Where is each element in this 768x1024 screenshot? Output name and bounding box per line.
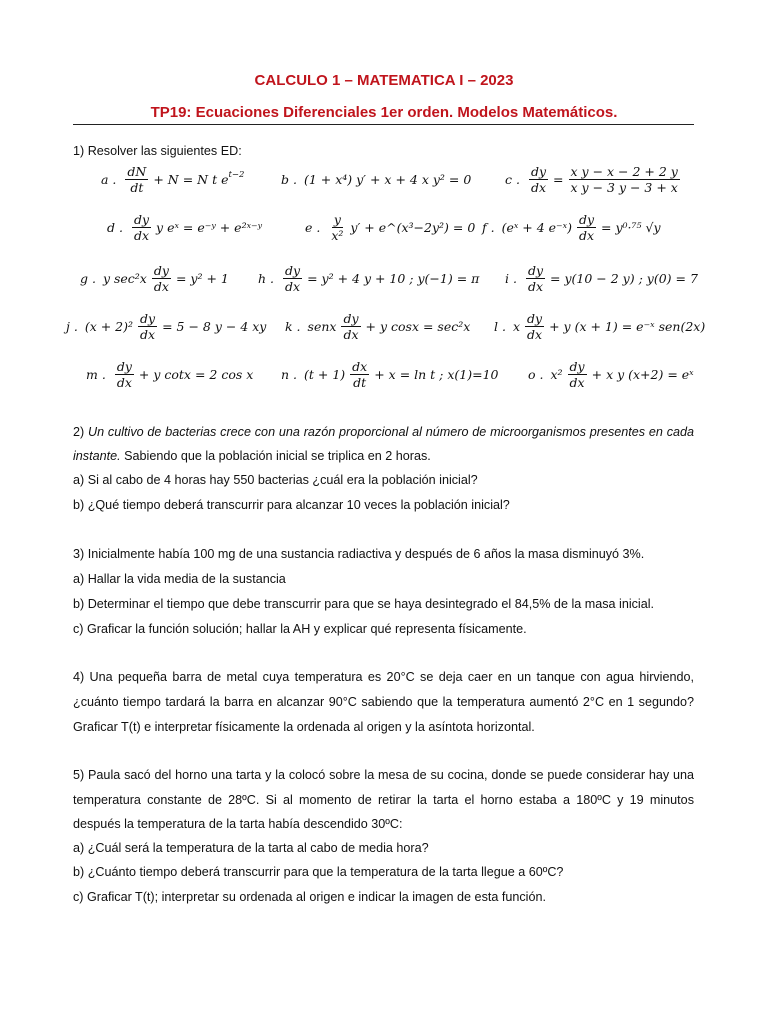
equation-c: c . $\frac{dy}{dx}$ = $\frac{\text{x y − x − 2 + 2 y}}{\text{x y − 3 y − 3 + x}}$ xyxy=(505,164,678,196)
equation-h: h . $\frac{dy}{dx}$ = y² + 4 y + 10 ; y(−1) = π xyxy=(258,263,480,295)
equation-g: g . y sec²x $\frac{dy}{dx}$ = y² + 1 xyxy=(80,263,229,295)
q4-line-3: Graficar T(t) e interpretar físicamente la ordenada al origen y la asíntota horizontal. xyxy=(73,720,535,734)
q2-line-2: instante. Sabiendo que la población inicial se triplica en 2 horas. xyxy=(73,449,431,463)
equation-b: b . (1 + x⁴) y′ + x + 4 x y² = 0 xyxy=(281,172,472,187)
q3-item-c: c) Graficar la función solución; hallar la AH y explicar qué representa físicamente. xyxy=(73,622,527,636)
equation-o: o . x² $\frac{dy}{dx}$ + x y (x+2) = eˣ xyxy=(528,359,694,391)
equation-j: j . (x + 2)² $\frac{dy}{dx}$ = 5 − 8 y − 4 xy xyxy=(66,311,267,343)
q5-line-3: después la temperatura de la tarta había descendido 30ºC: xyxy=(73,817,403,831)
equation-e: e . $\frac{y}{\text{x²}}$ y′ + e^(x³−2y²) = 0 xyxy=(305,212,476,244)
q5-line-2: temperatura constante de 28ºC. Si al momento de retirar la tarta el horno estaba a 180ºC y 19 minutos xyxy=(73,793,694,807)
q3-intro: 3) Inicialmente había 100 mg de una sustancia radiactiva y después de 6 años la masa disminuyó 3%. xyxy=(73,547,645,561)
equation-m: m . $\frac{dy}{dx}$ + y cotx = 2 cos x xyxy=(86,359,254,391)
q2-item-a: a) Si al cabo de 4 horas hay 550 bacterias ¿cuál era la población inicial? xyxy=(73,473,478,487)
equation-i: i . $\frac{dy}{dx}$ = y(10 − 2 y) ; y(0) = 7 xyxy=(505,263,698,295)
q5-item-b: b) ¿Cuánto tiempo deberá transcurrir para que la temperatura de la tarta llegue a 60ºC? xyxy=(73,865,564,879)
q4-line-1: 4) Una pequeña barra de metal cuya temperatura es 20°C se deja caer en un tanque con agua hirviendo, xyxy=(73,670,694,684)
page-title: CALCULO 1 – MATEMATICA I – 2023 xyxy=(254,72,514,89)
equation-n: n . (t + 1) $\frac{dx}{dt}$ + x = ln t ; x(1)=10 xyxy=(281,359,499,391)
q1-intro: 1) Resolver las siguientes ED: xyxy=(73,144,242,158)
q3-item-b: b) Determinar el tiempo que debe transcurrir para que se haya desintegrado el 84,5% de la masa inicial. xyxy=(73,597,655,611)
q2-line-1: 2) Un cultivo de bacterias crece con una razón proporcional al número de microorganismos presentes en cada xyxy=(73,425,695,439)
q4-line-2: ¿cuánto tiempo tardará la barra en alcanzar 90°C sabiendo que la temperatura aumentó 2°C en 1 segundo? xyxy=(73,695,694,709)
q5-line-1: 5) Paula sacó del horno una tarta y la colocó sobre la mesa de su cocina, donde se puede considerar hay una xyxy=(73,768,694,782)
page-subtitle: TP19: Ecuaciones Diferenciales 1er orden. Modelos Matemáticos. xyxy=(150,104,618,121)
equation-k: k . senx $\frac{dy}{dx}$ + y cosx = sec²x xyxy=(285,311,471,343)
header-divider xyxy=(73,124,694,125)
q5-item-c: c) Graficar T(t); interpretar su ordenada al origen e indicar la imagen de esta función. xyxy=(73,890,546,904)
equation-f: f . (eˣ + 4 e⁻ˣ) $\frac{dy}{dx}$ = y⁰·⁷⁵ √y xyxy=(482,212,661,244)
q3-item-a: a) Hallar la vida media de la sustancia xyxy=(73,572,286,586)
equation-a: a . $\frac{dN}{dt}$ + N = N t e $^{t-2}$ xyxy=(101,164,245,196)
equation-d: d . $\frac{dy}{dx}$ y eˣ = e⁻ʸ + e²ˣ⁻ʸ xyxy=(107,212,263,244)
q5-item-a: a) ¿Cuál será la temperatura de la tarta al cabo de media hora? xyxy=(73,841,429,855)
equation-l: l . x $\frac{dy}{dx}$ + y (x + 1) = e⁻ˣ sen(2x) xyxy=(494,311,706,343)
q2-item-b: b) ¿Qué tiempo deberá transcurrir para alcanzar 10 veces la población inicial? xyxy=(73,498,510,512)
